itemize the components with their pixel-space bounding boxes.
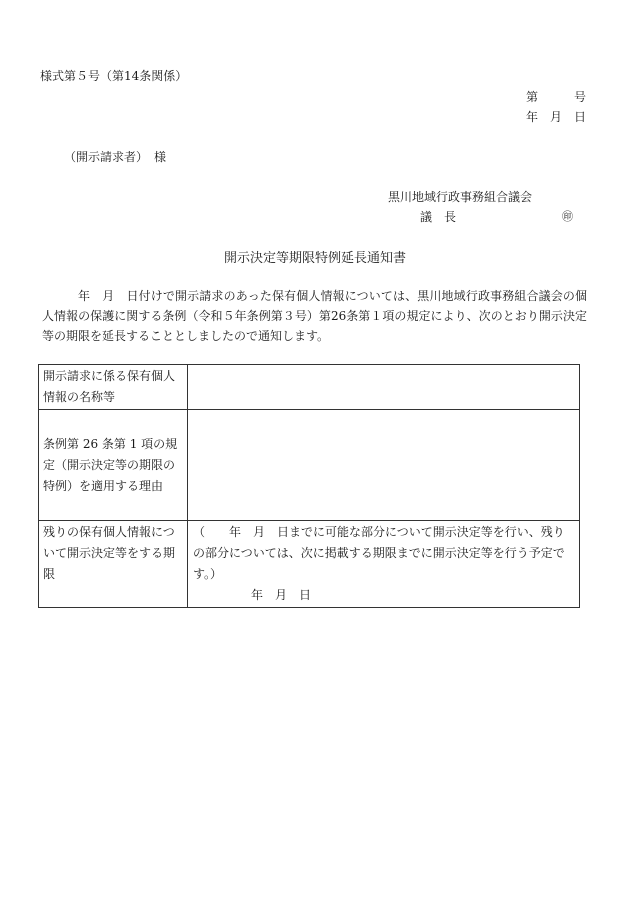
deadline-date: 年 月 日 <box>251 588 312 602</box>
reference-number: 第 号 <box>525 90 586 104</box>
deadline-note: （ 年 月 日までに可能な部分について開示決定等を行い、残りの部分については、次に掲載する期限までに開示決定等を行う予定です。） <box>193 525 565 581</box>
table-row <box>39 410 580 521</box>
table-row <box>39 521 580 608</box>
row-value-deadline <box>188 521 580 608</box>
organization-name: 黒川地域行政事務組合議会 <box>388 190 533 204</box>
chairperson-title: 議 長 <box>420 210 457 224</box>
table-row <box>39 365 580 410</box>
row-label-deadline: 残りの保有個人情報について開示決定等をする期限 <box>39 521 188 608</box>
form-number: 様式第５号（第14条関係） <box>40 69 188 83</box>
details-table <box>38 364 580 608</box>
seal-mark: ㊞ <box>562 210 573 223</box>
row-value-reason <box>188 410 580 521</box>
body-paragraph: 年 月 日付けで開示請求のあった保有個人情報については、黒川地域行政事務組合議会の個人情報の保護に関する条例（令和５年条例第３号）第26条第１項の規定により、次のとおり開示決定等の期限を延長することとしましたので通知します。 <box>42 289 587 343</box>
issue-date: 年 月 日 <box>525 110 586 124</box>
row-label-reason: 条例第 26 条第 1 項の規定（開示決定等の期限の特例）を適用する理由 <box>39 410 188 521</box>
document-title: 開示決定等期限特例延長通知書 <box>223 251 406 266</box>
row-value-info-name <box>188 365 580 410</box>
requester-name: （開示請求者） 様 <box>64 150 167 164</box>
row-label-info-name: 開示請求に係る保有個人情報の名称等 <box>39 365 188 410</box>
